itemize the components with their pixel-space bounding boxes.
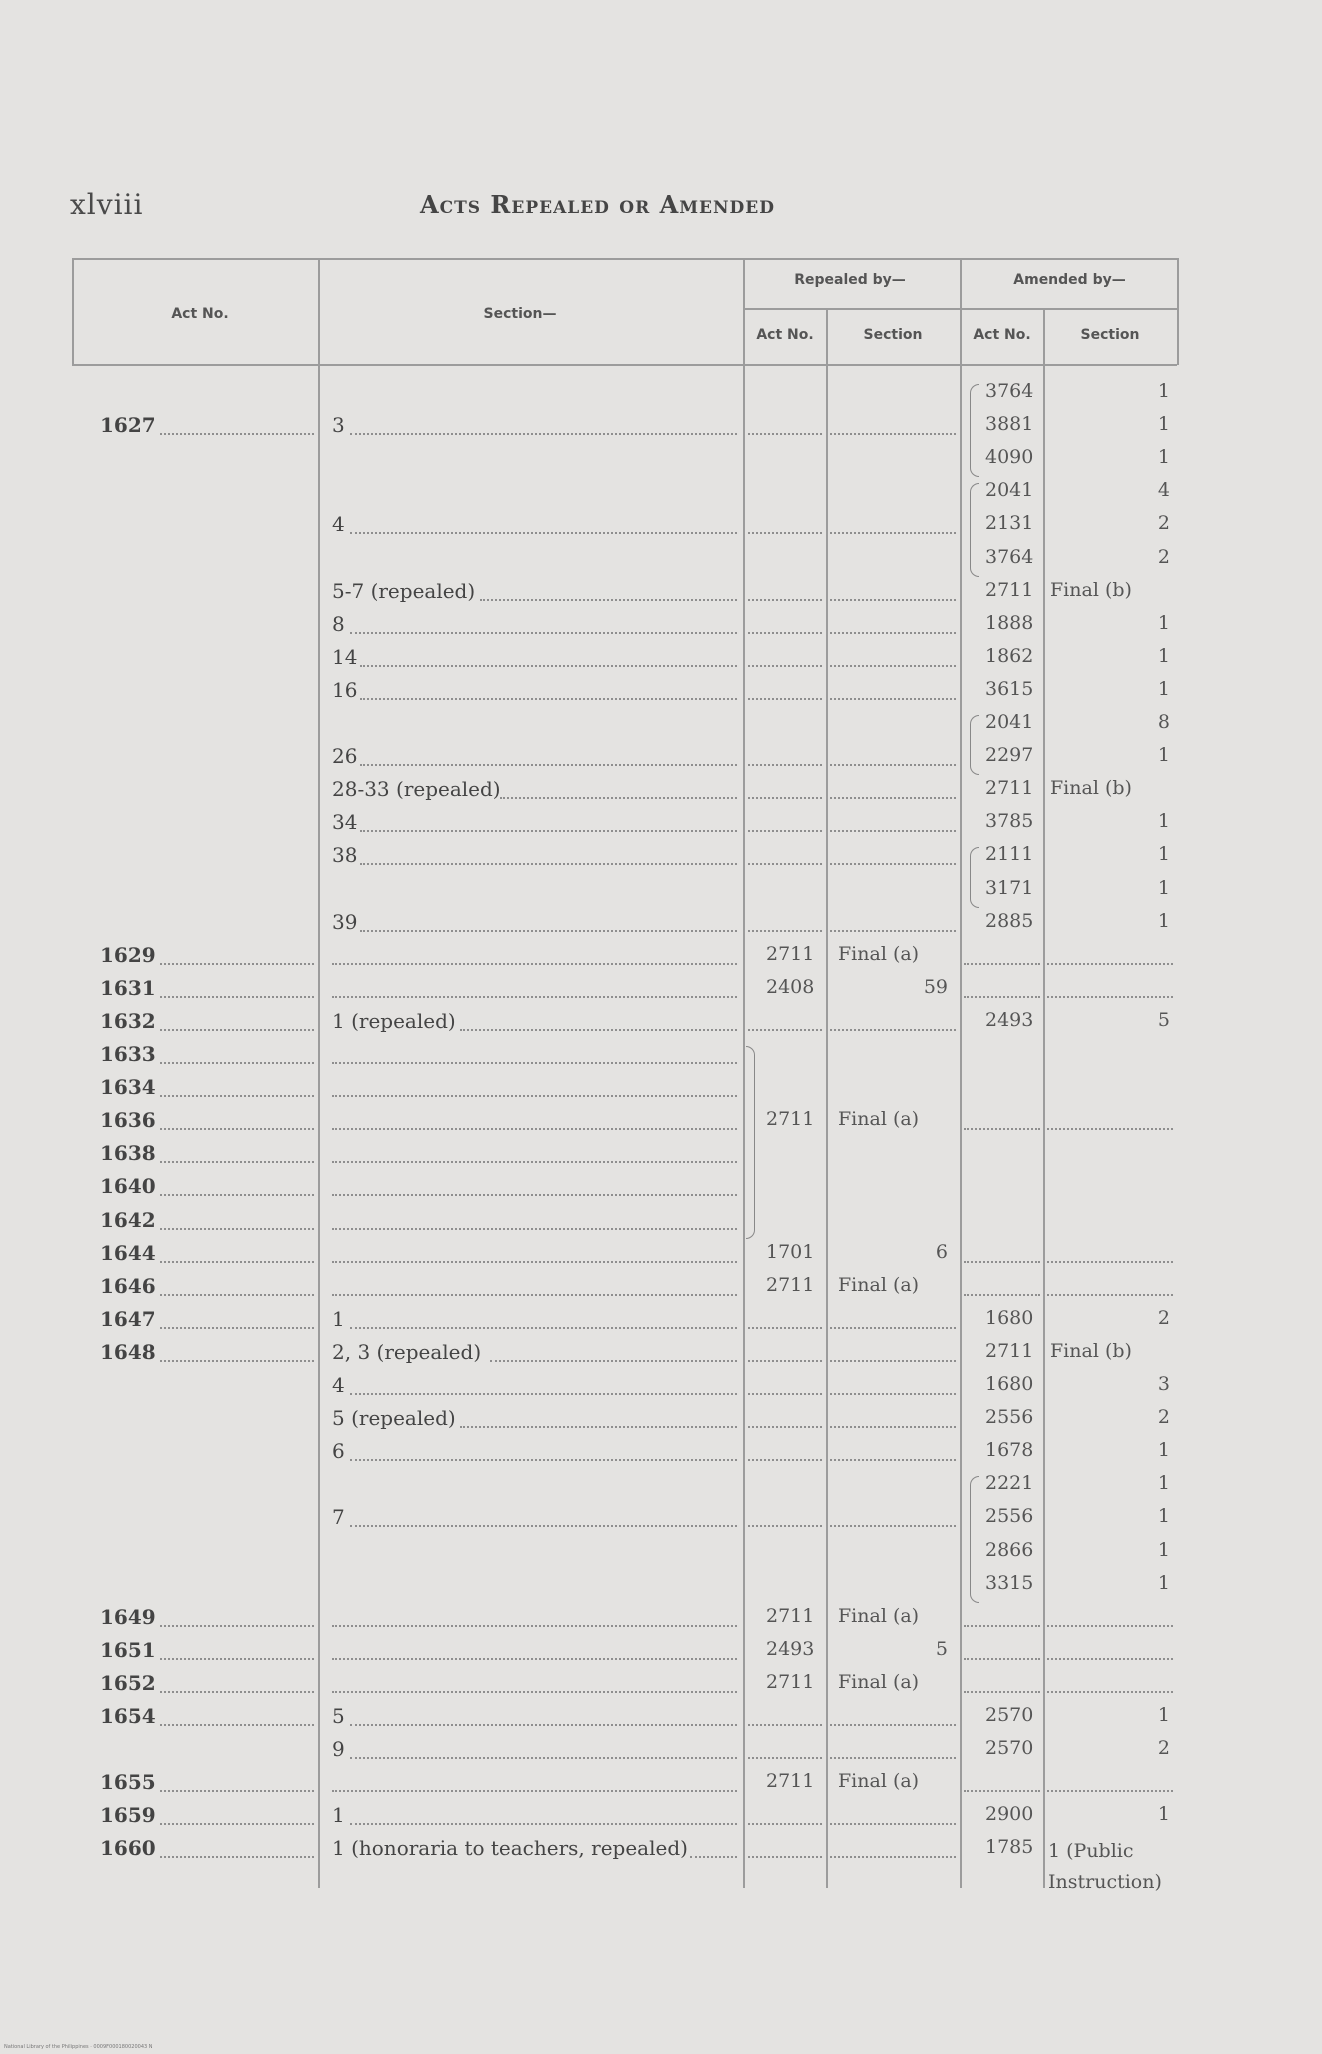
header-repealed-by: Repealed by— <box>794 272 906 288</box>
dot-leader <box>748 665 822 667</box>
dot-leader <box>460 1426 737 1428</box>
dot-leader <box>332 1095 737 1097</box>
amended-act-number: 2570 <box>985 1737 1034 1760</box>
dot-leader <box>964 1658 1040 1660</box>
amended-act-number: 1678 <box>985 1439 1034 1462</box>
dot-leader <box>964 1294 1040 1296</box>
act-number: 1627 <box>100 413 156 438</box>
dot-leader <box>830 1757 956 1759</box>
amended-section: 1 <box>1157 744 1170 767</box>
dot-leader <box>490 1360 737 1362</box>
repealed-act-number: 2711 <box>766 1670 815 1693</box>
dot-leader <box>748 1823 822 1825</box>
amended-act-number: 2131 <box>985 512 1034 535</box>
dot-leader <box>360 863 737 865</box>
section-text: 3 <box>332 413 345 438</box>
grouping-brace <box>970 1476 979 1602</box>
dot-leader <box>830 830 956 832</box>
amended-section: 1 <box>1157 1704 1170 1726</box>
dot-leader <box>748 1029 822 1031</box>
section-text: 38 <box>332 843 358 868</box>
section-text: 4 <box>332 1373 345 1397</box>
amended-act-number: 1862 <box>985 644 1034 667</box>
col-rule-2 <box>318 258 320 1888</box>
act-number: 1629 <box>100 942 156 967</box>
section-text: 2, 3 (repealed) <box>332 1339 482 1364</box>
dot-leader <box>964 996 1040 998</box>
header-amd-section: Section <box>1080 327 1140 343</box>
dot-leader <box>160 1161 314 1163</box>
dot-leader <box>332 1294 737 1296</box>
dot-leader <box>748 1856 822 1858</box>
header-rep-act-no: Act No. <box>756 327 814 343</box>
amended-section: 1 <box>1157 644 1170 667</box>
dot-leader <box>748 1724 822 1726</box>
dot-leader <box>480 599 737 601</box>
section-text: 8 <box>332 611 345 636</box>
section-text: 1 (repealed) <box>332 1008 456 1033</box>
dot-leader <box>964 1790 1040 1792</box>
amended-act-number: 2556 <box>985 1505 1034 1528</box>
repealed-act-number: 2711 <box>766 1770 815 1793</box>
repealed-act-number: 2711 <box>766 1273 815 1296</box>
col-rule-7 <box>1177 258 1179 365</box>
repealed-act-number: 2711 <box>766 1604 815 1627</box>
page-title: Acts Repealed or Amended <box>420 190 775 219</box>
dot-leader <box>350 1823 737 1825</box>
amended-section: 1 <box>1157 380 1170 402</box>
repealed-section: Final (a) <box>838 1670 920 1693</box>
dot-leader <box>748 632 822 634</box>
dot-leader <box>830 1823 956 1825</box>
dot-leader <box>748 532 822 534</box>
dot-leader <box>830 1856 956 1858</box>
dot-leader <box>160 433 314 435</box>
dot-leader <box>332 963 737 965</box>
amended-section: 1 <box>1157 1505 1170 1528</box>
dot-leader <box>160 1856 314 1858</box>
repealed-section: Final (a) <box>838 1108 920 1131</box>
grouping-brace <box>970 483 979 576</box>
amended-act-number: 2493 <box>985 1008 1034 1031</box>
amended-act-number: 1680 <box>985 1373 1034 1395</box>
dot-leader <box>748 599 822 601</box>
page-footer: National Library of the Philippines · 0009F000180020043 N <box>4 2044 153 2050</box>
dot-leader <box>748 1757 822 1759</box>
act-number: 1648 <box>100 1339 156 1364</box>
repealed-act-number: 2711 <box>766 942 815 965</box>
amended-section: 3 <box>1157 1373 1170 1395</box>
dot-leader <box>830 863 956 865</box>
section-text: 5 <box>332 1704 345 1728</box>
dot-leader <box>160 1294 314 1296</box>
amended-section: 1 <box>1157 876 1170 899</box>
amended-act-number: 2866 <box>985 1538 1034 1561</box>
amended-section: 2 <box>1157 512 1170 535</box>
dot-leader <box>332 1625 737 1627</box>
dot-leader <box>1047 1128 1173 1130</box>
amended-act-number: 2570 <box>985 1704 1034 1726</box>
repealed-section: Final (a) <box>838 1273 920 1296</box>
dot-leader <box>332 1228 737 1230</box>
dot-leader <box>1047 1294 1173 1296</box>
amended-act-number: 3881 <box>985 413 1034 436</box>
dot-leader <box>350 433 737 435</box>
dot-leader <box>748 797 822 799</box>
section-text: 9 <box>332 1737 345 1762</box>
repealed-section: Final (a) <box>838 942 920 965</box>
section-text: 16 <box>332 677 358 702</box>
dot-leader <box>350 532 737 534</box>
dot-leader <box>830 1724 956 1726</box>
amended-section: 1 <box>1157 1439 1170 1462</box>
amended-act-number: 3764 <box>985 545 1034 568</box>
amended-act-number: 2041 <box>985 711 1034 733</box>
dot-leader <box>748 1426 822 1428</box>
repealed-act-number: 2711 <box>766 1108 815 1131</box>
act-number: 1659 <box>100 1803 156 1828</box>
amended-section: 1 <box>1157 909 1170 932</box>
act-number: 1649 <box>100 1604 156 1629</box>
dot-leader <box>160 1691 314 1693</box>
dot-leader <box>830 632 956 634</box>
repealed-act-number: 2408 <box>766 975 815 998</box>
dot-leader <box>360 698 737 700</box>
dot-leader <box>748 930 822 932</box>
dot-leader <box>748 698 822 700</box>
dot-leader <box>830 1360 956 1362</box>
repealed-act-number: 1701 <box>766 1240 815 1263</box>
grouping-brace <box>746 1046 755 1239</box>
amended-act-number: 3785 <box>985 810 1034 833</box>
dot-leader <box>160 1062 314 1064</box>
dot-leader <box>748 433 822 435</box>
dot-leader <box>1047 1691 1173 1693</box>
dot-leader <box>160 1128 314 1130</box>
dot-leader <box>350 1459 737 1461</box>
dot-leader <box>964 1625 1040 1627</box>
amended-section: Final (b) <box>1050 578 1132 601</box>
amended-act-number: 3171 <box>985 876 1034 899</box>
amended-section: 1 <box>1157 1571 1170 1594</box>
dot-leader <box>332 1128 737 1130</box>
act-number: 1647 <box>100 1306 156 1331</box>
dot-leader <box>160 963 314 965</box>
dot-leader <box>350 1525 737 1527</box>
dot-leader <box>830 797 956 799</box>
amended-section: 1 <box>1157 413 1170 436</box>
dot-leader <box>160 1658 314 1660</box>
dot-leader <box>350 1327 737 1329</box>
amended-section: 8 <box>1157 711 1170 733</box>
header-rep-section: Section <box>863 327 923 343</box>
amended-act-number: 3764 <box>985 380 1034 402</box>
dot-leader <box>460 1029 737 1031</box>
dot-leader <box>350 1393 737 1395</box>
amended-act-number: 1785 <box>985 1836 1034 1859</box>
dot-leader <box>690 1856 737 1858</box>
dot-leader <box>160 996 314 998</box>
section-text: 4 <box>332 512 345 537</box>
repealed-section: 59 <box>923 975 948 998</box>
grouping-brace <box>970 715 979 775</box>
col-rule-5 <box>960 258 962 1888</box>
dot-leader <box>160 1327 314 1329</box>
section-text: 1 (honoraria to teachers, repealed) <box>332 1836 688 1861</box>
col-rule-6 <box>1043 310 1045 1888</box>
dot-leader <box>160 1823 314 1825</box>
dot-leader <box>332 1062 737 1064</box>
dot-leader <box>350 1757 737 1759</box>
section-text: 14 <box>332 644 358 669</box>
dot-leader <box>360 764 737 766</box>
dot-leader <box>160 1625 314 1627</box>
dot-leader <box>1047 963 1173 965</box>
dot-leader <box>160 1194 314 1196</box>
dot-leader <box>830 1459 956 1461</box>
dot-leader <box>1047 1261 1173 1263</box>
col-rule-4 <box>826 310 828 1888</box>
dot-leader <box>830 930 956 932</box>
repealed-section: 5 <box>935 1637 948 1660</box>
act-number: 1634 <box>100 1075 156 1100</box>
dot-leader <box>964 1128 1040 1130</box>
dot-leader <box>830 1029 956 1031</box>
amended-section: Final (b) <box>1050 777 1132 800</box>
amended-section: 2 <box>1157 1406 1170 1429</box>
dot-leader <box>350 1724 737 1726</box>
dot-leader <box>332 1161 737 1163</box>
amended-section: 1 <box>1157 843 1170 866</box>
amended-section: 1 <box>1157 1472 1170 1495</box>
page-number: xlviii <box>70 188 144 221</box>
amended-section: 4 <box>1157 479 1170 502</box>
act-number: 1652 <box>100 1670 156 1695</box>
act-number: 1636 <box>100 1108 156 1133</box>
amended-act-number: 3315 <box>985 1571 1034 1594</box>
amended-act-number: 1680 <box>985 1306 1034 1329</box>
repealed-section: Final (a) <box>838 1770 920 1793</box>
dot-leader <box>500 797 737 799</box>
grouping-brace <box>970 847 979 907</box>
header-act-no: Act No. <box>171 306 229 322</box>
dot-leader <box>360 665 737 667</box>
dot-leader <box>160 1724 314 1726</box>
col-rule-1 <box>72 258 74 365</box>
amended-section: 1 <box>1157 1803 1170 1826</box>
dot-leader <box>748 1327 822 1329</box>
dot-leader <box>748 1360 822 1362</box>
dot-leader <box>830 1426 956 1428</box>
amended-act-number: 2885 <box>985 909 1034 932</box>
header-amended-by: Amended by— <box>1013 272 1126 288</box>
act-number: 1633 <box>100 1042 156 1066</box>
dot-leader <box>160 1029 314 1031</box>
section-text: 26 <box>332 744 358 769</box>
table-top-rule <box>72 258 1177 260</box>
dot-leader <box>350 632 737 634</box>
act-number: 1631 <box>100 975 156 1000</box>
dot-leader <box>830 698 956 700</box>
act-number: 1655 <box>100 1770 156 1795</box>
dot-leader <box>964 1691 1040 1693</box>
amended-act-number: 3615 <box>985 677 1034 700</box>
act-number: 1644 <box>100 1240 156 1265</box>
dot-leader <box>964 1261 1040 1263</box>
dot-leader <box>160 1095 314 1097</box>
amended-act-number: 1888 <box>985 611 1034 634</box>
header-bottom-rule <box>72 364 1177 366</box>
section-text: 39 <box>332 909 358 934</box>
amended-act-number: 2556 <box>985 1406 1034 1429</box>
act-number: 1638 <box>100 1141 156 1166</box>
dot-leader <box>830 1525 956 1527</box>
amended-section: 1 <box>1157 810 1170 833</box>
amended-act-number: 2041 <box>985 479 1034 502</box>
section-text: 1 <box>332 1803 345 1828</box>
amended-section: 1 <box>1157 677 1170 700</box>
dot-leader <box>360 930 737 932</box>
amended-section: 1 <box>1157 446 1170 469</box>
section-text: 1 <box>332 1306 345 1331</box>
amended-act-number: 2900 <box>985 1803 1034 1826</box>
section-text: 6 <box>332 1439 345 1464</box>
dot-leader <box>830 665 956 667</box>
repealed-act-number: 2493 <box>766 1637 815 1660</box>
header-section: Section— <box>483 306 557 322</box>
col-rule-3 <box>743 258 745 1888</box>
dot-leader <box>830 599 956 601</box>
dot-leader <box>332 1658 737 1660</box>
dot-leader <box>748 1459 822 1461</box>
amended-section: 1 (Public Instruction) <box>1048 1840 1162 1894</box>
section-text: 34 <box>332 810 358 835</box>
amended-section: 5 <box>1157 1008 1170 1031</box>
dot-leader <box>830 764 956 766</box>
amended-act-number: 2221 <box>985 1472 1034 1495</box>
section-text: 5-7 (repealed) <box>332 578 476 603</box>
act-number: 1640 <box>100 1174 156 1199</box>
amended-act-number: 4090 <box>985 446 1034 469</box>
act-number: 1654 <box>100 1704 156 1728</box>
dot-leader <box>360 830 737 832</box>
dot-leader <box>332 1691 737 1693</box>
dot-leader <box>748 863 822 865</box>
dot-leader <box>1047 996 1173 998</box>
section-text: 28-33 (repealed) <box>332 777 501 802</box>
dot-leader <box>160 1790 314 1792</box>
amended-section: 1 <box>1157 1538 1170 1561</box>
dot-leader <box>1047 1625 1173 1627</box>
dot-leader <box>160 1261 314 1263</box>
amended-section: 2 <box>1157 1306 1170 1329</box>
dot-leader <box>830 1393 956 1395</box>
grouping-brace <box>970 384 979 477</box>
dot-leader <box>160 1360 314 1362</box>
dot-leader <box>332 996 737 998</box>
dot-leader <box>830 532 956 534</box>
section-text: 7 <box>332 1505 345 1530</box>
dot-leader <box>332 1261 737 1263</box>
amended-act-number: 2711 <box>985 1339 1034 1362</box>
dot-leader <box>1047 1790 1173 1792</box>
dot-leader <box>748 764 822 766</box>
amended-section: 1 <box>1157 611 1170 634</box>
header-amd-act-no: Act No. <box>973 327 1031 343</box>
amended-section: Final (b) <box>1050 1339 1132 1362</box>
dot-leader <box>748 1525 822 1527</box>
dot-leader <box>748 1393 822 1395</box>
act-number: 1646 <box>100 1273 156 1298</box>
amended-act-number: 2711 <box>985 578 1034 601</box>
dot-leader <box>160 1228 314 1230</box>
amended-act-number: 2297 <box>985 744 1034 767</box>
section-text: 5 (repealed) <box>332 1406 456 1431</box>
dot-leader <box>1047 1658 1173 1660</box>
dot-leader <box>830 1327 956 1329</box>
dot-leader <box>964 963 1040 965</box>
amended-section: 2 <box>1157 1737 1170 1760</box>
act-number: 1642 <box>100 1207 156 1232</box>
act-number: 1660 <box>100 1836 156 1861</box>
dot-leader <box>332 1790 737 1792</box>
repealed-section: Final (a) <box>838 1604 920 1627</box>
amended-section: 2 <box>1157 545 1170 568</box>
dot-leader <box>748 830 822 832</box>
act-number: 1632 <box>100 1008 156 1033</box>
amended-act-number: 2711 <box>985 777 1034 800</box>
dot-leader <box>332 1194 737 1196</box>
dot-leader <box>830 433 956 435</box>
act-number: 1651 <box>100 1637 156 1662</box>
amended-act-number: 2111 <box>985 843 1034 866</box>
repealed-section: 6 <box>935 1240 948 1263</box>
